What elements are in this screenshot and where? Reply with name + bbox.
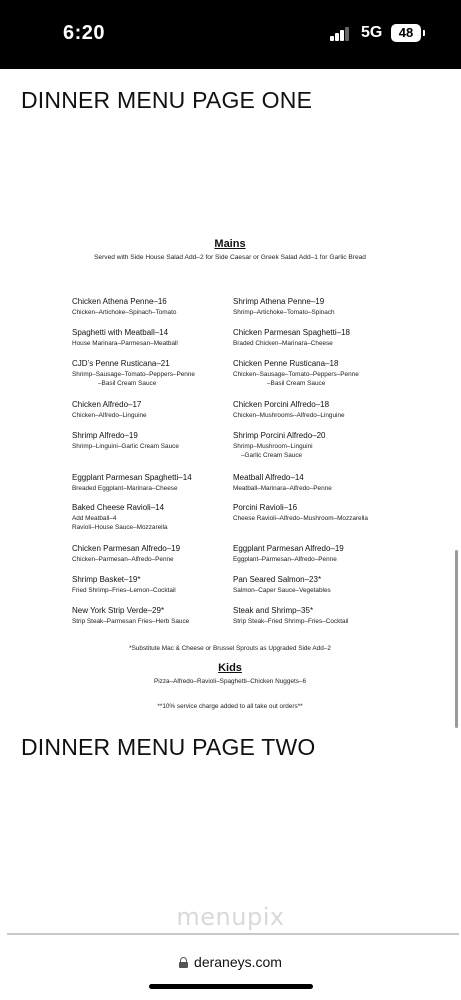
home-indicator[interactable] — [149, 984, 313, 989]
url-display[interactable] — [0, 954, 461, 970]
menu-item: Shrimp Athena Penne–19 Shrimp–Artichoke–Tomato–Spinach — [233, 297, 335, 316]
menu-item: Porcini Ravioli–16 Cheese Ravioli–Alfredo–Mushroom–Mozzarella — [233, 503, 368, 522]
menu-item: Shrimp Porcini Alfredo–20 Shrimp–Mushroom–Linguini –Garlic Cream Sauce — [233, 431, 326, 459]
menu-item: CJD’s Penne Rusticana–21 Shrimp–Sausage–Tomato–Peppers–Penne –Basil Cream Sauce — [72, 359, 195, 387]
page-two-heading: DINNER MENU PAGE TWO — [21, 734, 316, 760]
page-one-heading: DINNER MENU PAGE ONE — [21, 87, 313, 113]
toolbar-divider — [7, 933, 459, 935]
menu-item: Chicken Porcini Alfredo–18 Chicken–Mushrooms–Alfredo–Linguine — [233, 400, 345, 419]
mains-title: Mains — [214, 238, 246, 250]
menu-item: Chicken Alfredo–17 Chicken–Alfredo–Linguine — [72, 400, 147, 419]
kids-title: Kids — [218, 662, 242, 674]
battery-icon: 48 — [391, 24, 421, 42]
menu-item: Shrimp Basket–19* Fried Shrimp–Fries–Lemon–Cocktail — [72, 575, 176, 594]
substitute-note: *Substitute Mac & Cheese or Brussel Sprouts as Upgraded Side Add–2 — [129, 645, 331, 652]
mains-grid — [60, 271, 400, 625]
menu-item: Steak and Shrimp–35* Strip Steak–Fried Shrimp–Fries–Cocktail — [233, 606, 349, 625]
menu-image — [60, 238, 400, 710]
menu-item: Chicken Penne Rusticana–18 Chicken–Sausage–Tomato–Peppers–Penne –Basil Cream Sauce — [233, 359, 359, 387]
menu-item: Chicken Parmesan Spaghetti–18 Braded Chicken–Marinara–Cheese — [233, 328, 350, 347]
network-type: 5G — [361, 24, 383, 41]
menu-item: Spaghetti with Meatball–14 House Marinara–Parmesan–Meatball — [72, 328, 178, 347]
status-time: 6:20 — [63, 22, 106, 44]
browser-address-bar[interactable] — [0, 944, 461, 1000]
page-scrollbar[interactable] — [455, 550, 458, 728]
service-charge-note: **10% service charge added to all take out orders** — [157, 703, 303, 710]
url-text: deraneys.com — [194, 954, 282, 970]
menu-item: Meatball Alfredo–14 Meatball–Marinara–Alfredo–Penne — [233, 473, 332, 492]
menu-item: Shrimp Alfredo–19 Shrimp–Linguini–Garlic Cream Sauce — [72, 431, 179, 450]
status-bar — [0, 0, 461, 69]
menu-item: New York Strip Verde–29* Strip Steak–Parmesan Fries–Herb Sauce — [72, 606, 190, 625]
menu-item: Chicken Parmesan Alfredo–19 Chicken–Parmesan–Alfredo–Penne — [72, 544, 181, 563]
kids-desc: Pizza–Alfredo–Ravioli–Spaghetti–Chicken Nuggets–6 — [153, 678, 307, 685]
watermark-logo: menupix — [176, 903, 285, 931]
menu-item: Pan Seared Salmon–23* Salmon–Caper Sauce–Vegetables — [233, 575, 331, 594]
menu-item: Baked Cheese Ravioli–14 Add Meatball–4 Ravioli–House Sauce–Mozzarella — [72, 503, 168, 531]
menu-item: Eggplant Parmesan Alfredo–19 Eggplant–Parmesan–Alfredo–Penne — [233, 544, 344, 563]
lock-icon — [179, 957, 188, 968]
cellular-signal-icon — [330, 27, 350, 41]
mains-note: Served with Side House Salad Add–2 for Side Caesar or Greek Salad Add–1 for Garlic Bread — [94, 254, 366, 261]
menu-item: Eggplant Parmesan Spaghetti–14 Breaded Eggplant–Marinara–Cheese — [72, 473, 192, 492]
menu-item: Chicken Athena Penne–16 Chicken–Artichoke–Spinach–Tomato — [72, 297, 177, 316]
